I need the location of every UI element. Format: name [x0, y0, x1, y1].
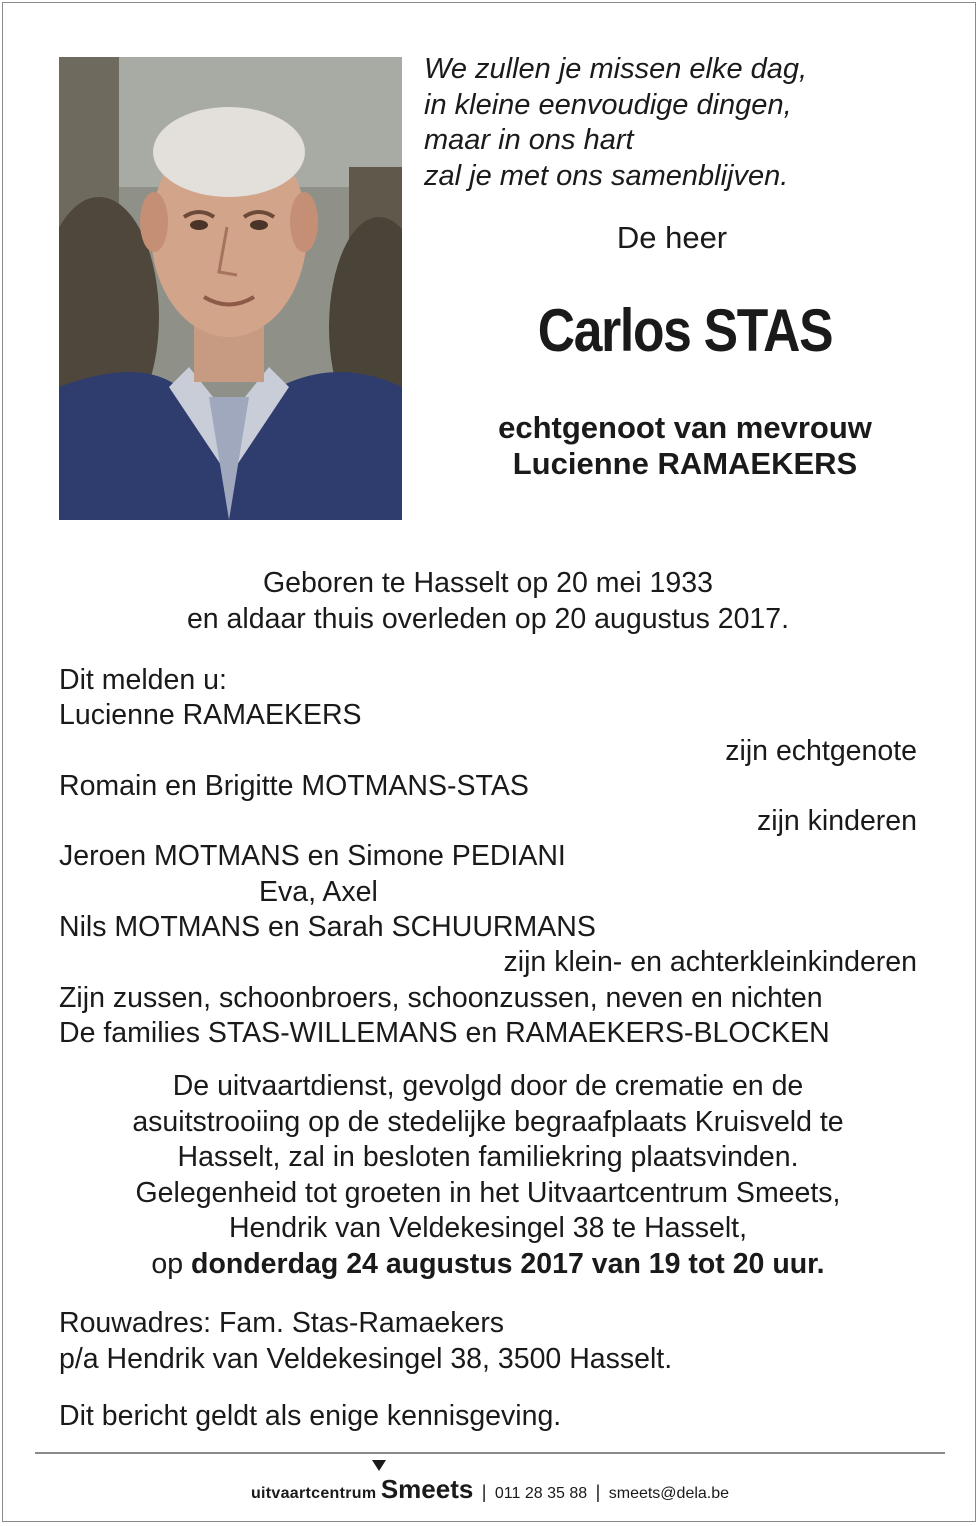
footer-separator: |	[481, 1482, 487, 1502]
poem-line: We zullen je missen elke dag,	[424, 53, 808, 85]
portrait-photo	[59, 57, 402, 520]
footer-phone: 011 28 35 88	[494, 1485, 588, 1502]
family-grandchildren-role: zijn klein- en achterkleinkinderen	[503, 946, 917, 979]
service-line: Gelegenheid tot groeten in het Uitvaartcentrum Smeets,	[135, 1176, 841, 1209]
spouse-line-1: echtgenoot van mevrouw	[498, 410, 872, 445]
footer-separator: |	[595, 1482, 601, 1502]
family-grandchild-2: Nils MOTMANS en Sarah SCHUURMANS	[59, 911, 596, 944]
spouse-statement	[430, 410, 940, 482]
family-great-grandchildren: Eva, Axel	[259, 875, 378, 908]
service-line: Hasselt, zal in besloten familiekring plaatsvinden.	[177, 1141, 799, 1173]
service-line: asuitstrooiing op de stedelijke begraafplaats Kruisveld te	[132, 1105, 844, 1138]
birth-death-info	[0, 566, 976, 637]
footer-divider	[35, 1452, 945, 1454]
service-line: De uitvaartdienst, gevolgd door de crematie en de	[172, 1070, 804, 1102]
service-date-prefix: op	[151, 1247, 184, 1280]
title-prefix: De heer	[616, 220, 728, 255]
service-date-line	[0, 1247, 976, 1283]
family-spouse-role: zijn echtgenote	[725, 734, 917, 767]
family-children: Romain en Brigitte MOTMANS-STAS	[59, 769, 529, 802]
service-date: donderdag 24 augustus 2017 van 19 tot 20 uur.	[191, 1247, 825, 1280]
service-details	[0, 1069, 976, 1282]
family-intro: Dit melden u:	[59, 664, 227, 696]
birth-line: Geboren te Hasselt op 20 mei 1933	[263, 567, 713, 599]
footer-prefix: uitvaartcentrum	[250, 1485, 377, 1502]
family-spouse-name: Lucienne RAMAEKERS	[59, 699, 362, 732]
memorial-poem	[424, 52, 944, 194]
triangle-marker-icon	[372, 1460, 386, 1471]
family-relatives: Zijn zussen, schoonbroers, schoonzussen, neven en nichten	[59, 981, 823, 1014]
poem-line: zal je met ons samenblijven.	[424, 159, 789, 192]
death-line: en aldaar thuis overleden op 20 augustus 2017.	[186, 602, 790, 635]
deceased-name: Carlos STAS	[537, 297, 833, 364]
poem-line: in kleine eenvoudige dingen,	[424, 88, 792, 121]
family-children-role: zijn kinderen	[756, 805, 917, 838]
footer-brand: Smeets	[380, 1474, 474, 1504]
footer-email: smeets@dela.be	[608, 1485, 730, 1502]
address-line-2: p/a Hendrik van Veldekesingel 38, 3500 Hasselt.	[59, 1342, 673, 1375]
poem-line: maar in ons hart	[424, 124, 634, 156]
family-families: De families STAS-WILLEMANS en RAMAEKERS-BLOCKEN	[59, 1016, 830, 1049]
service-line: Hendrik van Veldekesingel 38 te Hasselt,	[228, 1212, 748, 1244]
mourning-address	[59, 1306, 672, 1377]
family-grandchild-1: Jeroen MOTMANS en Simone PEDIANI	[59, 840, 566, 873]
funeral-home-footer	[0, 1474, 980, 1505]
notice-text: Dit bericht geldt als enige kennisgeving.	[59, 1400, 562, 1432]
spouse-line-2: Lucienne RAMAEKERS	[512, 446, 858, 481]
address-line-1: Rouwadres: Fam. Stas-Ramaekers	[59, 1307, 505, 1339]
family-list	[59, 663, 917, 1051]
